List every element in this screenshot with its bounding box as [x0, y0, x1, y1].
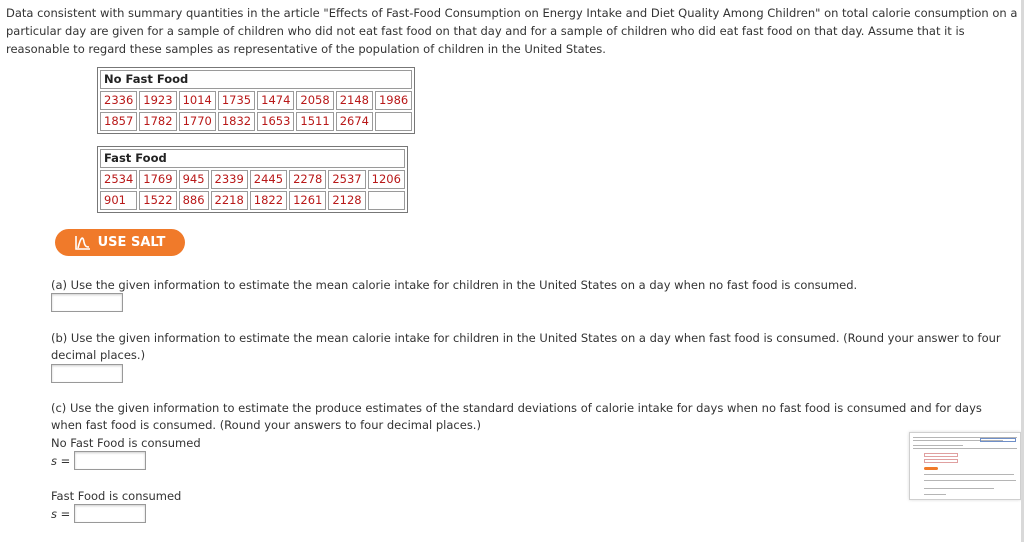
- problem-intro: Data consistent with summary quantities in the article "Effects of Fast-Food Consumption on Energy Intake and Diet Quality Among Children" on total calorie consumption on a particular day are given for a sample of children who did not eat fast food on that day and for a sample of children who did eat fast food on that day. Assume that it is reasonable to regard these samples as representative of the population of children in the United States.: [6, 6, 1018, 56]
- use-salt-label: USE SALT: [97, 235, 166, 250]
- data-cell: 1986: [375, 91, 412, 110]
- data-cell: 2058: [296, 91, 333, 110]
- no-fast-food-title: No Fast Food: [100, 70, 412, 89]
- data-cell: 1770: [179, 112, 216, 131]
- no-fast-food-consumed-label: No Fast Food is consumed: [51, 436, 201, 450]
- data-cell: 2336: [100, 91, 137, 110]
- data-cell: 2445: [250, 170, 287, 189]
- use-salt-button[interactable]: [55, 229, 185, 256]
- data-cell: 2278: [289, 170, 326, 189]
- question-a-text: (a) Use the given information to estimate the mean calorie intake for children in the United States on a day when no fast food is consumed.: [51, 278, 858, 292]
- answer-a-input[interactable]: [51, 293, 123, 312]
- s-label-no-fast: s =: [51, 454, 71, 468]
- salt-chart-icon: [75, 235, 91, 250]
- data-cell: 2534: [100, 170, 137, 189]
- data-cell: 2339: [211, 170, 248, 189]
- data-cell: 1522: [139, 191, 176, 210]
- table-row: [100, 170, 405, 189]
- empty-cell: [368, 191, 405, 210]
- data-cell: 1653: [257, 112, 294, 131]
- data-cell: 1857: [100, 112, 137, 131]
- s-label-fast: s =: [51, 507, 71, 521]
- data-cell: 1832: [218, 112, 255, 131]
- page-thumbnail-preview[interactable]: [909, 432, 1021, 500]
- table-row: [100, 91, 412, 110]
- data-cell: 2148: [336, 91, 373, 110]
- data-cell: 1261: [289, 191, 326, 210]
- data-cell: 1474: [257, 91, 294, 110]
- data-cell: 1822: [250, 191, 287, 210]
- data-cell: 901: [100, 191, 137, 210]
- fast-food-consumed-label: Fast Food is consumed: [51, 489, 182, 503]
- data-cell: 2674: [336, 112, 373, 131]
- data-cell: 1923: [139, 91, 176, 110]
- data-cell: 1014: [179, 91, 216, 110]
- table-row: [100, 191, 405, 210]
- data-cell: 2128: [328, 191, 365, 210]
- data-cell: 1782: [139, 112, 176, 131]
- data-cell: 1735: [218, 91, 255, 110]
- data-cell: 2218: [211, 191, 248, 210]
- question-b-text: (b) Use the given information to estimate the mean calorie intake for children in the United States on a day when fast food is consumed. (Round your answer to four decimal places.): [51, 331, 1001, 362]
- fast-food-title: Fast Food: [100, 149, 405, 168]
- empty-cell: [375, 112, 412, 131]
- data-cell: 1206: [368, 170, 405, 189]
- answer-c-no-fast-input[interactable]: [74, 451, 146, 470]
- table-row: [100, 112, 412, 131]
- data-cell: 1769: [139, 170, 176, 189]
- data-cell: 2537: [328, 170, 365, 189]
- no-fast-food-table: [97, 67, 415, 134]
- answer-b-input[interactable]: [51, 364, 123, 383]
- answer-c-fast-input[interactable]: [74, 504, 146, 523]
- question-c-text: (c) Use the given information to estimate the produce estimates of the standard deviations of calorie intake for days when no fast food is consumed and for days when fast food is consumed. (Round your answers to four decimal places.): [51, 401, 982, 432]
- data-cell: 1511: [296, 112, 333, 131]
- data-cell: 945: [179, 170, 209, 189]
- data-cell: 886: [179, 191, 209, 210]
- fast-food-table: [97, 146, 408, 213]
